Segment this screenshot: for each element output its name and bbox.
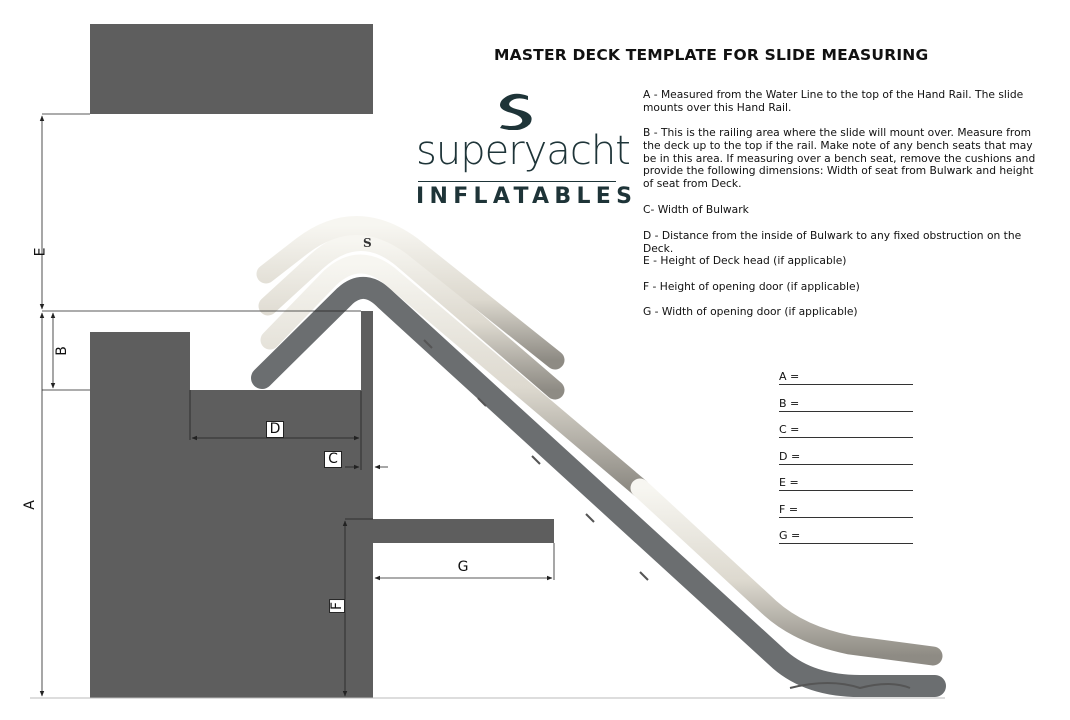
form-field-f[interactable]: F = bbox=[779, 503, 913, 518]
brand-wordmark-bottom: INFLATABLES bbox=[416, 184, 638, 209]
form-field-b[interactable]: B = bbox=[779, 397, 913, 412]
dim-label-f: F bbox=[329, 599, 345, 613]
dim-label-b: B bbox=[53, 346, 70, 356]
desc-c: C- Width of Bulwark bbox=[643, 203, 749, 216]
desc-e: E - Height of Deck head (if applicable) bbox=[643, 254, 847, 267]
form-field-d[interactable]: D = bbox=[779, 450, 913, 465]
form-field-e[interactable]: E = bbox=[779, 476, 913, 491]
desc-a: A - Measured from the Water Line to the top of the Hand Rail. The slide mounts over this Hand Rail. bbox=[643, 88, 1024, 114]
desc-f: F - Height of opening door (if applicable) bbox=[643, 280, 860, 293]
dim-label-a: A bbox=[21, 500, 38, 510]
dim-label-d: D bbox=[266, 421, 284, 438]
bench-seat bbox=[90, 332, 190, 390]
form-field-g[interactable]: G = bbox=[779, 529, 913, 544]
desc-b: B - This is the railing area where the slide will mount over. Measure from the deck up to the top if the rail. Make note of any bench seats that may be in this area. If measuring over a bench seat, remove the cushions and provide the following dimensions: Width of seat from Bulwark and height of seat from Deck. bbox=[643, 126, 1036, 191]
bulwark bbox=[361, 311, 373, 391]
dim-label-g: G bbox=[455, 560, 471, 575]
slide-logo-mark: S bbox=[363, 236, 372, 250]
dim-label-e: E bbox=[32, 247, 49, 257]
door-overhang bbox=[373, 519, 554, 543]
brand-divider bbox=[418, 181, 616, 182]
page-title: MASTER DECK TEMPLATE FOR SLIDE MEASURING bbox=[494, 46, 929, 64]
hull-block bbox=[90, 390, 373, 698]
desc-g: G - Width of opening door (if applicable) bbox=[643, 305, 858, 318]
brand-wordmark-top: superyacht bbox=[416, 128, 630, 174]
brand-s-logo-icon bbox=[494, 92, 538, 130]
form-field-c[interactable]: C = bbox=[779, 423, 913, 438]
form-field-a[interactable]: A = bbox=[779, 370, 913, 385]
dim-label-c: C bbox=[324, 451, 342, 468]
desc-d: D - Distance from the inside of Bulwark to any fixed obstruction on the Deck. bbox=[643, 229, 1022, 255]
deck-head-block bbox=[90, 24, 373, 114]
